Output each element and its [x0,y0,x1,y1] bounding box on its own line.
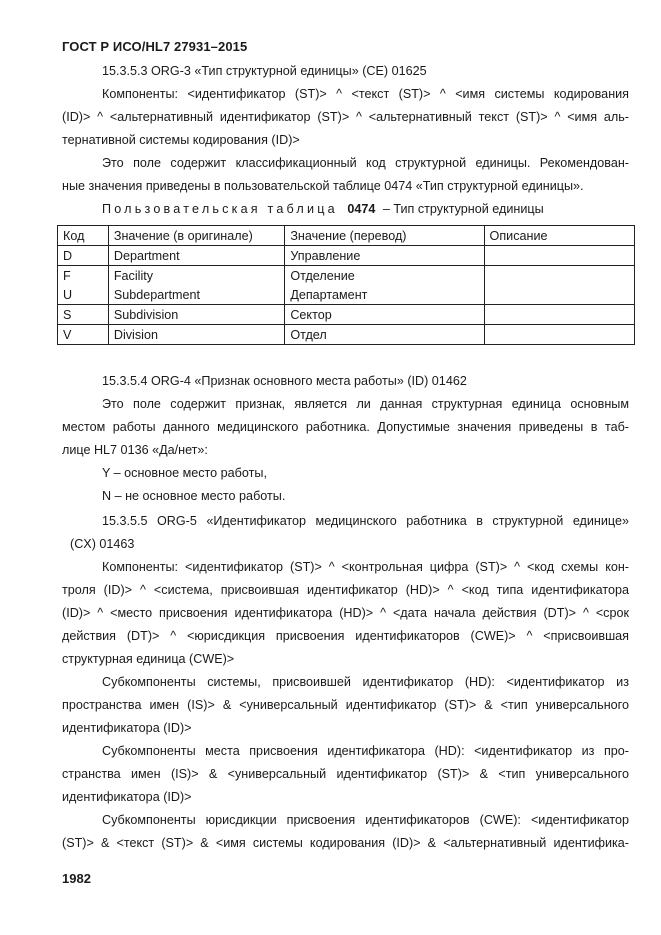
table-cell: Отдел [285,325,484,345]
org5-heading-line-1: 15.3.5.5 ORG-5 «Идентификатор медицинского работника в структурной единице» [102,514,629,528]
org3-components-line-3: тернативной системы кодирования (ID)> [62,133,300,147]
table-caption-rest: – Тип структурной единицы [382,202,544,216]
table-cell: Division [108,325,284,345]
table-cell: Subdivision [108,305,284,325]
org3-desc-line-1: Это поле содержит классификационный код структурной единицы. Рекомендован- [102,156,629,170]
table-row [58,325,635,345]
sub-jur-line-1: Субкомпоненты юрисдикции присвоения идентификаторов (CWE): <идентификатор [102,813,629,827]
sub-hd-line-2: пространства имен (IS)> & <универсальный идентификатор (ST)> & <тип универсального [62,698,629,712]
table-cell [484,325,634,345]
sub-place-line-1: Субкомпоненты места присвоения идентификатора (HD): <идентификатор из про- [102,744,629,758]
table-cell [484,305,634,325]
table-row [58,305,635,325]
sub-place-line-2: странства имен (IS)> & <универсальный идентификатор (ST)> & <тип универсального [62,767,629,781]
org5-components-line-1: Компоненты: <идентификатор (ST)> ^ <контрольная цифра (ST)> ^ <код схемы кон- [102,560,629,574]
table-cell [484,285,634,305]
table-cell: Department [108,246,284,266]
org3-desc-line-2: ные значения приведены в пользовательской таблице 0474 «Тип структурной единицы». [62,179,584,193]
sub-hd-line-1: Субкомпоненты системы, присвоившей идентификатор (HD): <идентификатор из [102,675,629,689]
table-caption-number: 0474 [347,202,376,216]
org4-desc-line-1: Это поле содержит признак, является ли данная структурная единица основным [102,397,629,411]
user-table-0474 [57,225,635,345]
table-cell: V [58,325,109,345]
org4-value-yes: Y – основное место работы, [102,466,267,480]
org5-heading-line-2: (CX) 01463 [70,537,135,551]
table-cell: Департамент [285,285,484,305]
org3-components-line-2: (ID)> ^ <альтернативный идентификатор (ST)> ^ <альтернативный текст (ST)> ^ <имя аль- [62,110,629,124]
table-header-cell: Значение (в оригинале) [108,226,284,246]
org3-components-line-1: Компоненты: <идентификатор (ST)> ^ <текст (ST)> ^ <имя системы кодирования [102,87,629,101]
org4-desc-line-2: местом работы данного медицинского работника. Допустимые значения приведены в таб- [62,420,629,434]
table-header-cell: Значение (перевод) [285,226,484,246]
table-row [58,285,635,305]
org5-components-line-2: троля (ID)> ^ <система, присвоившая идентификатор (HD)> ^ <код типа идентификатора [62,583,629,597]
table-row [58,246,635,266]
table-cell: F [58,266,109,286]
sub-jur-line-2: (ST)> & <текст (ST)> & <имя системы кодирования (ID)> & <альтернативный идентифика- [62,836,629,850]
org4-desc-line-3: лице HL7 0136 «Да/нет»: [62,443,208,457]
org5-components-line-3: (ID)> ^ <место присвоения идентификатора (HD)> ^ <дата начала действия (DT)> ^ <срок [62,606,629,620]
sub-hd-line-3: идентификатора (ID)> [62,721,192,735]
table-cell [484,246,634,266]
org4-heading: 15.3.5.4 ORG-4 «Признак основного места работы» (ID) 01462 [102,374,467,388]
table-header-cell: Описание [484,226,634,246]
org5-components-line-4: действия (DT)> ^ <юрисдикция присвоения идентификаторов (CWE)> ^ <присвоившая [62,629,629,643]
org3-heading: 15.3.5.3 ORG-3 «Тип структурной единицы» (CE) 01625 [102,64,427,78]
table-cell: Управление [285,246,484,266]
org5-components-line-5: структурная единица (CWE)> [62,652,235,666]
table-cell: Subdepartment [108,285,284,305]
table-row [58,266,635,286]
table-cell: Facility [108,266,284,286]
table-cell: U [58,285,109,305]
table-cell: D [58,246,109,266]
table-cell [484,266,634,286]
org4-value-no: N – не основное место работы. [102,489,286,503]
table-cell: Отделение [285,266,484,286]
table-cell: S [58,305,109,325]
table-caption-prefix: Пользовательская таблица [102,202,338,216]
table-header-cell: Код [58,226,109,246]
table-header-row [58,226,635,246]
table-cell: Сектор [285,305,484,325]
table-caption [102,198,544,221]
sub-place-line-3: идентификатора (ID)> [62,790,192,804]
page-number: 1982 [62,871,91,886]
document-header: ГОСТ Р ИСО/HL7 27931–2015 [62,39,248,54]
